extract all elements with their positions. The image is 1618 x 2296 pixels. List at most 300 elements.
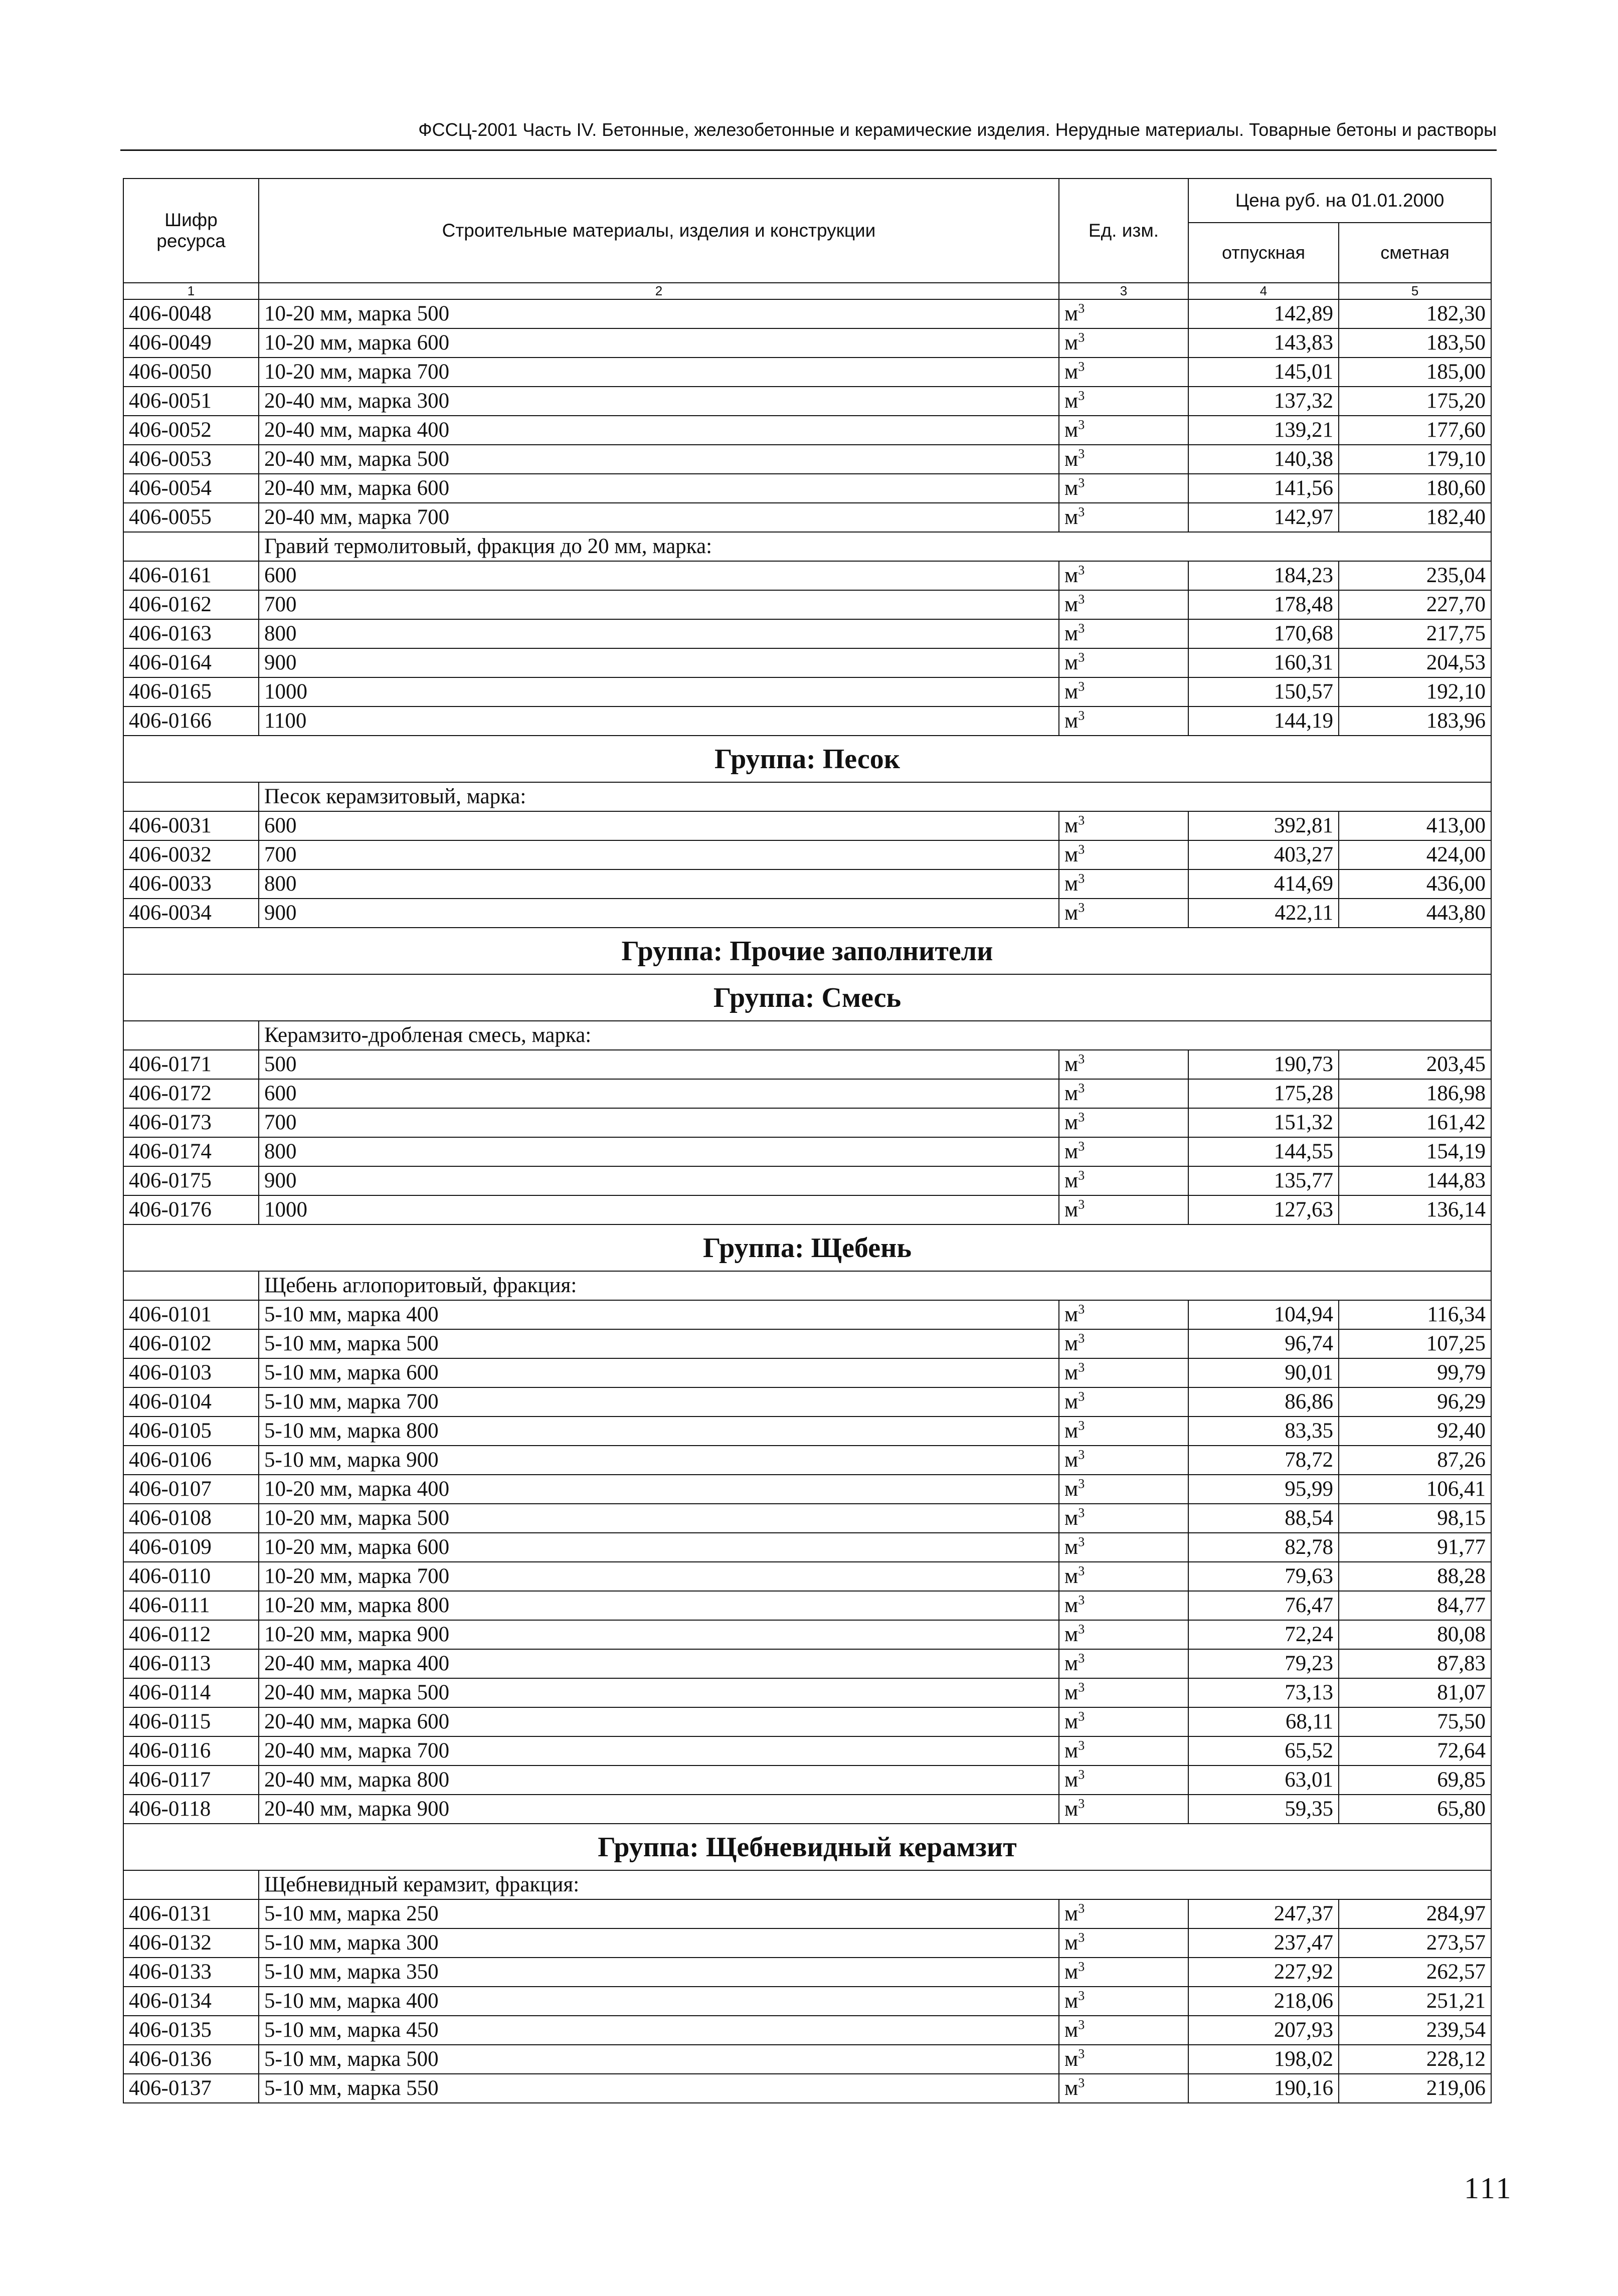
subgroup-label: Керамзито-дробленая смесь, марка: (259, 1021, 1491, 1050)
release-price: 207,93 (1188, 2016, 1339, 2045)
resource-code: 406-0054 (123, 474, 259, 503)
material-name: 20-40 мм, марка 500 (259, 1678, 1059, 1707)
resource-code: 406-0165 (123, 677, 259, 707)
release-price: 403,27 (1188, 840, 1339, 869)
unit-cell (1059, 1678, 1188, 1707)
estimate-price: 87,83 (1339, 1649, 1491, 1678)
unit-cell (1059, 1417, 1188, 1446)
release-price: 90,01 (1188, 1358, 1339, 1387)
unit-cell (1059, 619, 1188, 648)
unit-label: м (1064, 1652, 1078, 1675)
col-header-unit: Ед. изм. (1059, 179, 1188, 283)
unit-label: м (1064, 331, 1078, 355)
unit-power: 3 (1078, 359, 1085, 374)
table-row (123, 1166, 1491, 1195)
release-price: 143,83 (1188, 328, 1339, 358)
unit-power: 3 (1078, 1767, 1085, 1782)
resource-code: 406-0102 (123, 1329, 259, 1358)
col-header-name: Строительные материалы, изделия и конструкции (259, 179, 1059, 283)
table-row (123, 445, 1491, 474)
resource-code: 406-0171 (123, 1050, 259, 1079)
resource-code: 406-0134 (123, 1987, 259, 2016)
group-heading: Группа: Щебневидный керамзит (123, 1824, 1491, 1870)
unit-cell (1059, 1533, 1188, 1562)
estimate-price: 182,40 (1339, 503, 1491, 532)
unit-cell (1059, 2074, 1188, 2103)
subgroup-row (123, 532, 1491, 561)
unit-cell (1059, 445, 1188, 474)
release-price: 139,21 (1188, 416, 1339, 445)
unit-cell (1059, 1707, 1188, 1736)
resource-code: 406-0131 (123, 1899, 259, 1928)
material-name: 20-40 мм, марка 400 (259, 416, 1059, 445)
resource-code: 406-0106 (123, 1446, 259, 1475)
price-table (123, 178, 1492, 2103)
estimate-price: 99,79 (1339, 1358, 1491, 1387)
col-number: 2 (259, 283, 1059, 299)
unit-power: 3 (1078, 1959, 1085, 1974)
resource-code: 406-0173 (123, 1108, 259, 1137)
resource-code: 406-0103 (123, 1358, 259, 1387)
estimate-price: 284,97 (1339, 1899, 1491, 1928)
table-row (123, 1620, 1491, 1649)
table-row (123, 1678, 1491, 1707)
material-name: 5-10 мм, марка 300 (259, 1928, 1059, 1958)
resource-code: 406-0164 (123, 648, 259, 677)
unit-cell (1059, 387, 1188, 416)
unit-power: 3 (1078, 1796, 1085, 1811)
col-header-price-group: Цена руб. на 01.01.2000 (1188, 179, 1491, 223)
material-name: 10-20 мм, марка 800 (259, 1591, 1059, 1620)
resource-code: 406-0031 (123, 811, 259, 840)
material-name: 700 (259, 840, 1059, 869)
unit-cell (1059, 1562, 1188, 1591)
subgroup-spacer (123, 1271, 259, 1300)
unit-cell (1059, 707, 1188, 736)
unit-power: 3 (1078, 1331, 1085, 1346)
material-name: 20-40 мм, марка 600 (259, 1707, 1059, 1736)
resource-code: 406-0113 (123, 1649, 259, 1678)
table-row (123, 840, 1491, 869)
release-price: 178,48 (1188, 590, 1339, 619)
unit-label: м (1064, 651, 1078, 674)
unit-cell (1059, 1928, 1188, 1958)
col-number: 3 (1059, 283, 1188, 299)
material-name: 20-40 мм, марка 300 (259, 387, 1059, 416)
table-row (123, 2045, 1491, 2074)
material-name: 1100 (259, 707, 1059, 736)
unit-label: м (1064, 1052, 1078, 1076)
resource-code: 406-0133 (123, 1958, 259, 1987)
release-price: 145,01 (1188, 358, 1339, 387)
unit-power: 3 (1078, 1709, 1085, 1724)
unit-cell (1059, 1195, 1188, 1224)
unit-power: 3 (1078, 1593, 1085, 1608)
release-price: 65,52 (1188, 1736, 1339, 1765)
estimate-price: 177,60 (1339, 416, 1491, 445)
unit-cell (1059, 1137, 1188, 1166)
estimate-price: 262,57 (1339, 1958, 1491, 1987)
resource-code: 406-0048 (123, 299, 259, 328)
subgroup-row (123, 1271, 1491, 1300)
unit-cell (1059, 590, 1188, 619)
table-row (123, 299, 1491, 328)
resource-code: 406-0135 (123, 2016, 259, 2045)
estimate-price: 413,00 (1339, 811, 1491, 840)
unit-label: м (1064, 1535, 1078, 1559)
unit-cell (1059, 1446, 1188, 1475)
resource-code: 406-0051 (123, 387, 259, 416)
unit-cell (1059, 840, 1188, 869)
unit-power: 3 (1078, 1418, 1085, 1433)
table-row (123, 1079, 1491, 1108)
unit-power: 3 (1078, 1622, 1085, 1637)
resource-code: 406-0053 (123, 445, 259, 474)
release-price: 190,16 (1188, 2074, 1339, 2103)
unit-cell (1059, 1050, 1188, 1079)
unit-label: м (1064, 1419, 1078, 1443)
unit-label: м (1064, 1332, 1078, 1355)
header-rule (120, 149, 1497, 151)
release-price: 104,94 (1188, 1300, 1339, 1329)
estimate-price: 154,19 (1339, 1137, 1491, 1166)
table-row (123, 2074, 1491, 2103)
unit-label: м (1064, 1082, 1078, 1105)
material-name: 800 (259, 619, 1059, 648)
unit-power: 3 (1078, 330, 1085, 345)
estimate-price: 251,21 (1339, 1987, 1491, 2016)
estimate-price: 87,26 (1339, 1446, 1491, 1475)
table-row (123, 1358, 1491, 1387)
release-price: 150,57 (1188, 677, 1339, 707)
table-row (123, 811, 1491, 840)
material-name: 10-20 мм, марка 400 (259, 1475, 1059, 1504)
unit-cell (1059, 474, 1188, 503)
unit-label: м (1064, 901, 1078, 925)
material-name: 10-20 мм, марка 500 (259, 1504, 1059, 1533)
table-row (123, 1928, 1491, 1958)
table-row (123, 1736, 1491, 1765)
resource-code: 406-0110 (123, 1562, 259, 1591)
unit-label: м (1064, 476, 1078, 500)
material-name: 1000 (259, 1195, 1059, 1224)
table-row (123, 474, 1491, 503)
unit-label: м (1064, 505, 1078, 529)
estimate-price: 98,15 (1339, 1504, 1491, 1533)
subgroup-spacer (123, 532, 259, 561)
table-row (123, 1475, 1491, 1504)
unit-power: 3 (1078, 301, 1085, 316)
material-name: 800 (259, 869, 1059, 899)
unit-cell (1059, 1620, 1188, 1649)
table-row (123, 1591, 1491, 1620)
unit-power: 3 (1078, 1563, 1085, 1578)
unit-cell (1059, 561, 1188, 590)
unit-power: 3 (1078, 842, 1085, 857)
estimate-price: 72,64 (1339, 1736, 1491, 1765)
estimate-price: 136,14 (1339, 1195, 1491, 1224)
unit-label: м (1064, 622, 1078, 645)
table-row (123, 1137, 1491, 1166)
estimate-price: 179,10 (1339, 445, 1491, 474)
unit-label: м (1064, 1477, 1078, 1501)
estimate-price: 436,00 (1339, 869, 1491, 899)
estimate-price: 183,50 (1339, 328, 1491, 358)
release-price: 141,56 (1188, 474, 1339, 503)
unit-cell (1059, 416, 1188, 445)
resource-code: 406-0111 (123, 1591, 259, 1620)
release-price: 79,23 (1188, 1649, 1339, 1678)
unit-power: 3 (1078, 446, 1085, 461)
material-name: 20-40 мм, марка 600 (259, 474, 1059, 503)
resource-code: 406-0107 (123, 1475, 259, 1504)
table-row (123, 1050, 1491, 1079)
release-price: 198,02 (1188, 2045, 1339, 2074)
group-heading-row (123, 974, 1491, 1021)
subgroup-row (123, 1870, 1491, 1899)
resource-code: 406-0114 (123, 1678, 259, 1707)
table-row (123, 1795, 1491, 1824)
release-price: 227,92 (1188, 1958, 1339, 1987)
material-name: 20-40 мм, марка 700 (259, 503, 1059, 532)
estimate-price: 183,96 (1339, 707, 1491, 736)
material-name: 5-10 мм, марка 900 (259, 1446, 1059, 1475)
estimate-price: 203,45 (1339, 1050, 1491, 1079)
table-row (123, 899, 1491, 928)
release-price: 135,77 (1188, 1166, 1339, 1195)
unit-power: 3 (1078, 388, 1085, 403)
running-header: ФССЦ-2001 Часть IV. Бетонные, железобетонные и керамические изделия. Нерудные материалы. Товарные бетоны и растворы (418, 119, 1497, 140)
table-row (123, 1765, 1491, 1795)
unit-label: м (1064, 1710, 1078, 1733)
unit-label: м (1064, 1169, 1078, 1192)
unit-power: 3 (1078, 2075, 1085, 2090)
unit-label: м (1064, 447, 1078, 471)
unit-label: м (1064, 1623, 1078, 1646)
unit-label: м (1064, 843, 1078, 866)
col-number: 4 (1188, 283, 1339, 299)
resource-code: 406-0118 (123, 1795, 259, 1824)
unit-label: м (1064, 680, 1078, 703)
estimate-price: 204,53 (1339, 648, 1491, 677)
unit-label: м (1064, 302, 1078, 325)
unit-power: 3 (1078, 871, 1085, 886)
material-name: 900 (259, 1166, 1059, 1195)
release-price: 237,47 (1188, 1928, 1339, 1958)
resource-code: 406-0115 (123, 1707, 259, 1736)
release-price: 142,89 (1188, 299, 1339, 328)
estimate-price: 92,40 (1339, 1417, 1491, 1446)
resource-code: 406-0117 (123, 1765, 259, 1795)
unit-power: 3 (1078, 475, 1085, 490)
unit-cell (1059, 358, 1188, 387)
material-name: 20-40 мм, марка 900 (259, 1795, 1059, 1824)
unit-label: м (1064, 418, 1078, 442)
unit-power: 3 (1078, 504, 1085, 519)
material-name: 5-10 мм, марка 400 (259, 1300, 1059, 1329)
resource-code: 406-0161 (123, 561, 259, 590)
unit-power: 3 (1078, 563, 1085, 578)
estimate-price: 185,00 (1339, 358, 1491, 387)
release-price: 79,63 (1188, 1562, 1339, 1591)
unit-label: м (1064, 1303, 1078, 1326)
estimate-price: 116,34 (1339, 1300, 1491, 1329)
unit-cell (1059, 677, 1188, 707)
unit-power: 3 (1078, 1476, 1085, 1491)
resource-code: 406-0116 (123, 1736, 259, 1765)
unit-label: м (1064, 2047, 1078, 2071)
unit-power: 3 (1078, 1168, 1085, 1183)
unit-power: 3 (1078, 1110, 1085, 1125)
resource-code: 406-0174 (123, 1137, 259, 1166)
material-name: 600 (259, 811, 1059, 840)
estimate-price: 91,77 (1339, 1533, 1491, 1562)
resource-code: 406-0132 (123, 1928, 259, 1958)
unit-power: 3 (1078, 1988, 1085, 2003)
unit-power: 3 (1078, 1447, 1085, 1462)
subgroup-row (123, 782, 1491, 811)
unit-label: м (1064, 389, 1078, 413)
release-price: 144,19 (1188, 707, 1339, 736)
unit-power: 3 (1078, 2046, 1085, 2061)
unit-power: 3 (1078, 1302, 1085, 1317)
release-price: 160,31 (1188, 648, 1339, 677)
col-header-code: Шифр ресурса (123, 179, 259, 283)
material-name: 5-10 мм, марка 800 (259, 1417, 1059, 1446)
resource-code: 406-0105 (123, 1417, 259, 1446)
resource-code: 406-0162 (123, 590, 259, 619)
subgroup-label: Щебневидный керамзит, фракция: (259, 1870, 1491, 1899)
resource-code: 406-0109 (123, 1533, 259, 1562)
table-row (123, 1533, 1491, 1562)
unit-label: м (1064, 1960, 1078, 1984)
unit-power: 3 (1078, 1505, 1085, 1520)
estimate-price: 186,98 (1339, 1079, 1491, 1108)
unit-label: м (1064, 1564, 1078, 1588)
table-row (123, 1562, 1491, 1591)
release-price: 96,74 (1188, 1329, 1339, 1358)
table-row (123, 1387, 1491, 1417)
table-row (123, 328, 1491, 358)
material-name: 500 (259, 1050, 1059, 1079)
unit-label: м (1064, 1111, 1078, 1134)
release-price: 170,68 (1188, 619, 1339, 648)
subgroup-spacer (123, 782, 259, 811)
unit-power: 3 (1078, 1051, 1085, 1067)
unit-power: 3 (1078, 1534, 1085, 1549)
material-name: 5-10 мм, марка 500 (259, 1329, 1059, 1358)
resource-code: 406-0034 (123, 899, 259, 928)
table-body (123, 299, 1491, 2103)
estimate-price: 88,28 (1339, 1562, 1491, 1591)
table-row (123, 358, 1491, 387)
material-name: 10-20 мм, марка 700 (259, 358, 1059, 387)
unit-power: 3 (1078, 1680, 1085, 1695)
material-name: 20-40 мм, марка 500 (259, 445, 1059, 474)
estimate-price: 443,80 (1339, 899, 1491, 928)
estimate-price: 106,41 (1339, 1475, 1491, 1504)
table-row (123, 1899, 1491, 1928)
unit-cell (1059, 328, 1188, 358)
unit-label: м (1064, 1768, 1078, 1792)
estimate-price: 227,70 (1339, 590, 1491, 619)
release-price: 414,69 (1188, 869, 1339, 899)
unit-cell (1059, 1300, 1188, 1329)
estimate-price: 180,60 (1339, 474, 1491, 503)
release-price: 140,38 (1188, 445, 1339, 474)
resource-code: 406-0172 (123, 1079, 259, 1108)
unit-label: м (1064, 1902, 1078, 1925)
material-name: 10-20 мм, марка 500 (259, 299, 1059, 328)
unit-cell (1059, 2016, 1188, 2045)
unit-cell (1059, 1736, 1188, 1765)
table-row (123, 1300, 1491, 1329)
table-row (123, 1195, 1491, 1224)
subgroup-label: Щебень аглопоритовый, фракция: (259, 1271, 1491, 1300)
group-heading-row (123, 1224, 1491, 1271)
unit-cell (1059, 1358, 1188, 1387)
group-heading-row (123, 736, 1491, 782)
unit-cell (1059, 1795, 1188, 1824)
subgroup-spacer (123, 1021, 259, 1050)
release-price: 83,35 (1188, 1417, 1339, 1446)
table-row (123, 561, 1491, 590)
col-number: 5 (1339, 283, 1491, 299)
material-name: 700 (259, 590, 1059, 619)
unit-power: 3 (1078, 650, 1085, 665)
group-heading-row (123, 928, 1491, 974)
table-row (123, 648, 1491, 677)
unit-power: 3 (1078, 1360, 1085, 1375)
unit-cell (1059, 1475, 1188, 1504)
release-price: 137,32 (1188, 387, 1339, 416)
estimate-price: 273,57 (1339, 1928, 1491, 1958)
group-heading-row (123, 1824, 1491, 1870)
unit-cell (1059, 1166, 1188, 1195)
unit-label: м (1064, 1931, 1078, 1955)
unit-power: 3 (1078, 900, 1085, 915)
material-name: 900 (259, 899, 1059, 928)
unit-label: м (1064, 1506, 1078, 1530)
col-header-release: отпускная (1188, 223, 1339, 283)
release-price: 82,78 (1188, 1533, 1339, 1562)
release-price: 127,63 (1188, 1195, 1339, 1224)
estimate-price: 192,10 (1339, 677, 1491, 707)
unit-cell (1059, 1329, 1188, 1358)
unit-label: м (1064, 593, 1078, 616)
unit-power: 3 (1078, 1197, 1085, 1212)
estimate-price: 65,80 (1339, 1795, 1491, 1824)
resource-code: 406-0166 (123, 707, 259, 736)
unit-cell (1059, 1958, 1188, 1987)
group-heading: Группа: Прочие заполнители (123, 928, 1491, 974)
unit-power: 3 (1078, 708, 1085, 723)
material-name: 20-40 мм, марка 400 (259, 1649, 1059, 1678)
group-heading: Группа: Смесь (123, 974, 1491, 1021)
resource-code: 406-0108 (123, 1504, 259, 1533)
estimate-price: 235,04 (1339, 561, 1491, 590)
estimate-price: 144,83 (1339, 1166, 1491, 1195)
unit-label: м (1064, 1390, 1078, 1414)
release-price: 95,99 (1188, 1475, 1339, 1504)
unit-label: м (1064, 2076, 1078, 2100)
resource-code: 406-0033 (123, 869, 259, 899)
release-price: 68,11 (1188, 1707, 1339, 1736)
material-name: 20-40 мм, марка 700 (259, 1736, 1059, 1765)
unit-cell (1059, 1108, 1188, 1137)
table-row (123, 677, 1491, 707)
material-name: 5-10 мм, марка 500 (259, 2045, 1059, 2074)
